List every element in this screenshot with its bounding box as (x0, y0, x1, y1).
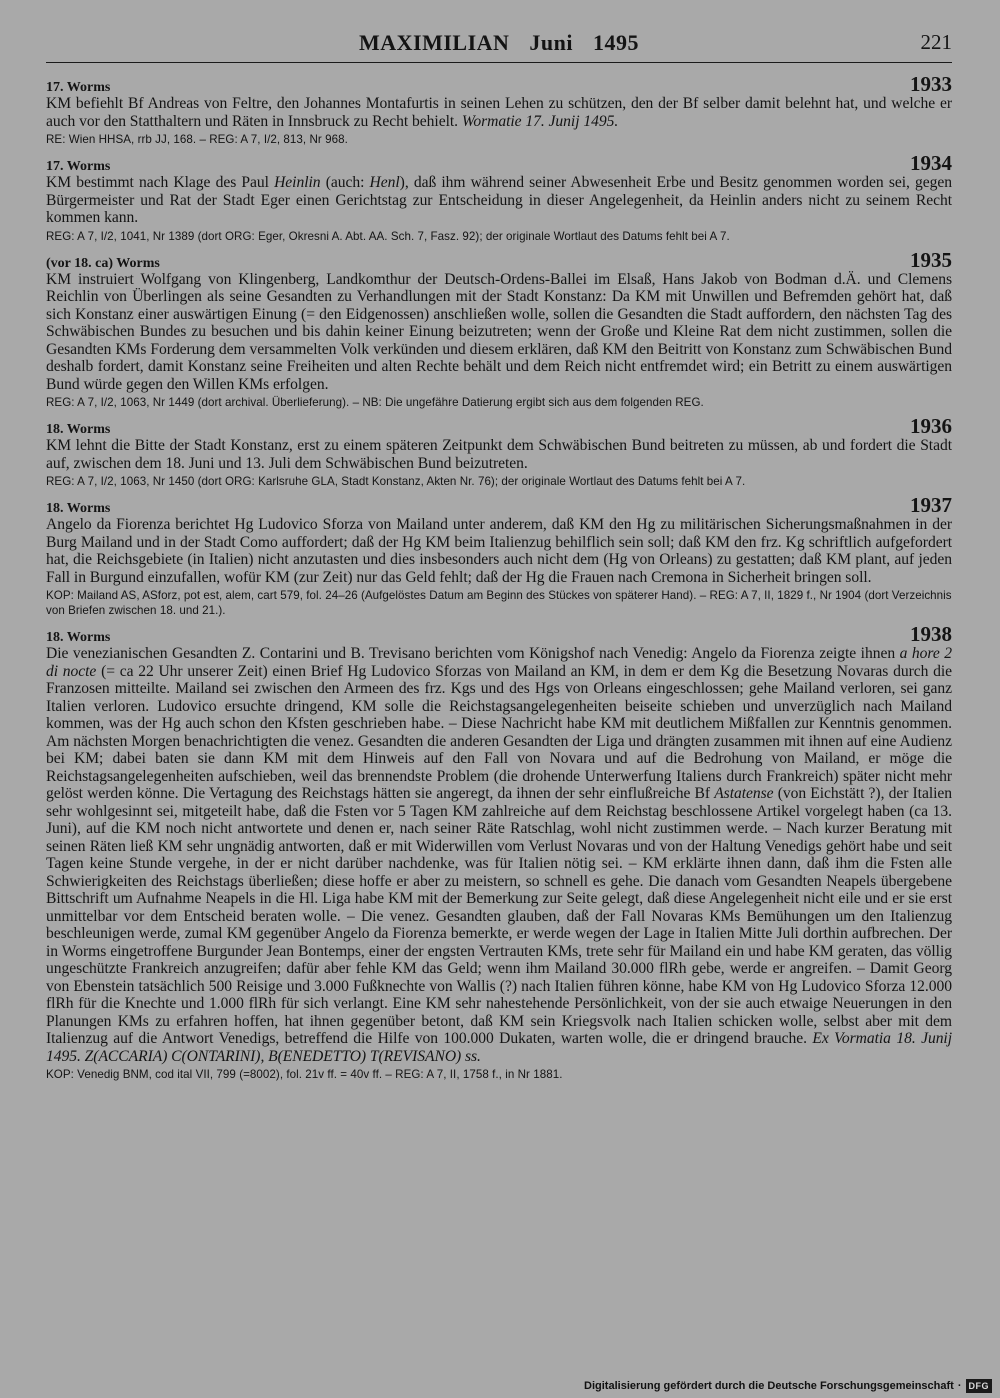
entry-text (46, 437, 952, 472)
regest-entry (46, 413, 952, 489)
entry-text-segment: KM lehnt die Bitte der Stadt Konstanz, erst zu einem späteren Zeitpunkt dem Schwäbischen Bund beitreten zu müssen, ab und fordert die Stadt auf, zwischen dem 18. Juni und 13. Juli dem Schwäbischen Bund beizutreten. (46, 437, 952, 472)
entry-text (46, 645, 952, 1065)
entry-text-segment: Angelo da Fiorenza berichtet Hg Ludovico Sforza von Mailand unter anderem, daß KM den Hg zu militärischen Sicherungsmaßnahmen in der Burg Mailand und in der Stadt Como auffordert; daß der Hg KM beim Italienzug behilflich sein soll; daß KM den frz. Kg schriftlich aufgefordert hat, die Reichsgebiete (in Italien) nicht anzutasten und dies insbesonders auch nicht dem (Hg von Orleans) zu gestatten; daß KM plant, auf jeden Fall in Burgund einzufallen, wofür KM (zur Zeit) nur das Geld fehlt; daß der Hg die Frauen nach Cremona in Sicherheit bringen soll. (46, 516, 952, 586)
entry-text-segment: ), daß ihm während seiner Abwesenheit Erbe und Besitz genommen worden sei, gegen Bürgermeister und Rat der Stadt Eger einen Gerichtstag zur Entscheidung in dieser Angelegenheit, da Heinlin anders nicht zu seinem Recht kommen kann. (46, 174, 953, 226)
entry-text (46, 271, 952, 394)
entry-heading (46, 71, 952, 95)
entry-reference: KOP: Venedig BNM, cod ital VII, 799 (=8002), fol. 21v ff. = 40v ff. – REG: A 7, II, 1758 f., in Nr 1881. (46, 1068, 563, 1081)
entry-number: 1938 (910, 622, 952, 646)
entry-text-segment: (auch: (320, 174, 370, 191)
entry-number: 1933 (910, 72, 952, 96)
entry-text-segment: (von Eichstätt ?), der Italien sehr wohlgesinnt sei, mitgeteilt habe, daß die Fsten vor 5 Tagen KM zahlreiche auf dem Reichstag beschlossene Artikel vorgelegt haben (ca 13. Juni), auf die KM noch nicht antwortete und denen er, nach seiner Räte Ratschlag, wohl nicht zustimmen werde. – Nach kurzer Beratung mit seinen Räten ließ KM sehr ungnädig antworten, daß er mit Widerwillen vom Verlust Novaras und von der Haltung Venedigs gehört habe und seit Tagen keine Stunde vergehe, in der er nicht darüber nachdenke, was für Italien nötig sei. – KM erklärte ihnen dann, daß ihm die Fsten alle Schwierigkeiten des Reichstags überließen; diese hoffe er aber zu meistern, so schnell es gehe. Die danach vom Gesandten Neapels übergebene Bittschrift um Aufnahme Neapels in die Hl. Liga habe KM mit der Bemerkung zur Seite gelegt, daß diese Angelegenheit nicht eile und er sie erst unmittelbar vor dem Entscheid beraten wolle. – Die venez. Gesandten glauben, daß der Fall Novaras KMs Bemühungen um den Italienzug beschleunigen werde, zumal KM gegenüber Angelo da Fiorenza bemerkte, er werde wegen der Lage in Italien Mitte Juli dorthin aufbrechen. Der in Worms eingetroffene Burgunder Jean Bontemps, einer der engsten Vertrauten KMs, trete sehr für Mailand ein und habe KM geraten, das völlig ungeschützte Frankreich anzugreifen; dafür aber fehle KM das Geld; wenn ihm Mailand 30.000 flRh gebe, werde er angreifen. – Damit Georg von Ebenstein tatsächlich 500 Reisige und 3.000 Fußknechte von Wallis (?) nach Italien führen könne, habe KM von Hg Ludovico Sforza 12.000 flRh für die Knechte und 1.000 flRh für sich verlangt. Eine KM sehr nahestehende Persönlichkeit, von der sie auch etwaige Neuerungen in den Planungen KMs zu erfahren hoffen, hat ihnen gegenüber betont, daß KM sein Kriegsvolk nach Italien schicken wolle, selbst aber mit dem Italienzug auf die Antwort Venedigs, betreffend die Hilfe von 100.000 Dukaten, warten wolle, die er dringend brauche. (46, 785, 952, 1047)
entry-date-place: (vor 18. ca) Worms (46, 255, 160, 271)
entry-date-place: 18. Worms (46, 630, 111, 645)
regest-list (46, 71, 952, 1082)
entry-number: 1937 (910, 493, 952, 517)
entry-date-place: 18. Worms (46, 501, 111, 516)
regest-entry (46, 492, 952, 618)
regest-entry (46, 150, 952, 244)
entry-text-segment: KM instruiert Wolfgang von Klingenberg, Landkomthur der Deutsch-Ordens-Ballei im Elsaß, Hans Jakob von Bodman d.Ä. und Clemens Reichlin von Überlingen als seine Gesandten zu Verhandlungen mit der Stadt Konstanz: Da KM mit Unwillen und Befremden gehört hat, daß sich Konstanz einer auswärtigen Einung (= den Eidgenossen) anschließen wolle, sollen die Gesandten die Stadt auffordern, den nächsten Tag des Schwäbischen Bundes zu besuchen und bis dahin keiner Einung beizutreten; wenn der Große und Kleine Rat dem nicht zustimmen, sollen die Gesandten KMs Forderung dem versammelten Volk verkünden und diesem erklären, daß KM den Beitritt von Konstanz zum Schwäbischen Bund deshalb fordert, damit Konstanz seine Freiheiten und alten Rechte behält und dem Reich nicht entfremdet wird; ein Betritt zu einem auswärtigen Bund würde gegen den Willen KMs erfolgen. (46, 270, 952, 393)
entry-reference: KOP: Mailand AS, ASforz, pot est, alem, cart 579, fol. 24–26 (Aufgelöstes Datum am Beginn des Stückes von späterer Hand). – REG: A 7, II, 1829 f., Nr 1904 (dort Verzeichnis von Briefen zwischen 18. und 21.). (46, 589, 952, 617)
entry-text (46, 95, 952, 130)
page-number: 221 (920, 30, 952, 54)
entry-text (46, 516, 952, 586)
document-page (46, 28, 952, 1085)
entry-date-place: 18. Worms (46, 422, 111, 437)
running-title: MAXIMILIAN Juni 1495 (358, 30, 640, 55)
entry-text-italic: a hore 2 di nocte (46, 645, 953, 680)
page-header (46, 28, 952, 63)
entry-text-italic: Henl (369, 174, 400, 191)
entry-text-italic: Ex Vormatia 18. Junij 1495. Z(ACCARIA) C(ONTARINI), B(ENEDETTO) T(REVISANO) ss. (46, 1030, 952, 1065)
entry-date-place: 17. Worms (46, 159, 111, 174)
funding-credit: Digitalisierung gefördert durch die Deutsche Forschungsgemeinschaft · DFG (584, 1379, 992, 1393)
entry-text-segment: Die venezianischen Gesandten Z. Contarini und B. Trevisano berichten vom Königshof nach Venedig: Angelo da Fiorenza zeigte ihnen (46, 645, 900, 662)
entry-reference: REG: A 7, I/2, 1063, Nr 1449 (dort archival. Überlieferung). – NB: Die ungefähre Datierung ergibt sich aus dem folgenden REG. (46, 396, 704, 409)
entry-text-segment: KM bestimmt nach Klage des Paul (46, 174, 275, 191)
entry-date-place: 17. Worms (46, 80, 111, 95)
entry-reference: RE: Wien HHSA, rrb JJ, 168. – REG: A 7, I/2, 813, Nr 968. (46, 133, 348, 146)
entry-reference: REG: A 7, I/2, 1041, Nr 1389 (dort ORG: Eger, Okresni A. Abt. AA. Sch. 7, Fasz. 92); der originale Wortlaut des Datums fehlt bei A 7. (46, 229, 730, 243)
entry-number: 1936 (910, 414, 952, 438)
entry-text-italic: Heinlin (274, 174, 321, 191)
regest-entry (46, 247, 952, 411)
regest-entry (46, 621, 952, 1082)
entry-text-segment: KM befiehlt Bf Andreas von Feltre, den Johannes Montafurtis in seinen Lehen zu schützen, den der Bf selber damit belehnt hat, und welche er auch vor den Statthaltern und Räten in Innsbruck zu Recht behielt. (46, 95, 952, 130)
entry-heading (46, 150, 952, 174)
entry-reference: REG: A 7, I/2, 1063, Nr 1450 (dort ORG: Karlsruhe GLA, Stadt Konstanz, Akten Nr. 76); der originale Wortlaut des Datums fehlt bei A 7. (46, 475, 746, 488)
entry-heading (46, 413, 952, 437)
entry-number: 1935 (910, 247, 952, 272)
entry-text-segment: (= ca 22 Uhr unserer Zeit) einen Brief Hg Ludovico Sforzas von Mailand an KM, in dem er dem Kg die Besetzung Novaras durch die Franzosen mitteilte. Mailand sei zwischen den Armeen des frz. Kgs und des Hgs von Orleans eingeschlossen; gehe Mailand verloren, sei ganz Italien verloren. Ludovico ersuchte dringend, KM solle die Reichstagsangelegenheiten beiseite schieben und unverzüglich nach Mailand kommen, was der Hg auch schon den Kfsten geschrieben habe. – Diese Nachricht habe KM mit deutlichem Mißfallen zur Kenntnis genommen. Am nächsten Morgen benachrichtigten die venez. Gesandten die anderen Gesandten der Liga und drängten zusammen mit ihnen auf eine Audienz bei KM; dabei baten sie dann KM mit dem Hinweis auf den Fall von Novara und auf die Bedrohung von Mailand, er möge die Reichstagsangelegenheiten aufschieben, weil das brennendste Problem (die drohende Unterwerfung Italiens durch Frankreich) später nicht mehr gelöst werden könne. Die Vertagung des Reichstags hätten sie angeregt, da ihnen der sehr einflußreiche Bf (46, 662, 952, 802)
entry-heading (46, 247, 952, 271)
dfg-logo: DFG (966, 1379, 993, 1393)
entry-text-italic: Astatense (714, 785, 774, 802)
entry-text-italic: Wormatie 17. Junij 1495. (461, 112, 619, 130)
regest-entry (46, 71, 952, 147)
entry-heading (46, 492, 952, 516)
entry-number: 1934 (910, 151, 952, 175)
entry-text (46, 174, 952, 227)
entry-heading (46, 621, 952, 645)
funding-credit-text: Digitalisierung gefördert durch die Deutsche Forschungsgemeinschaft (584, 1380, 954, 1392)
